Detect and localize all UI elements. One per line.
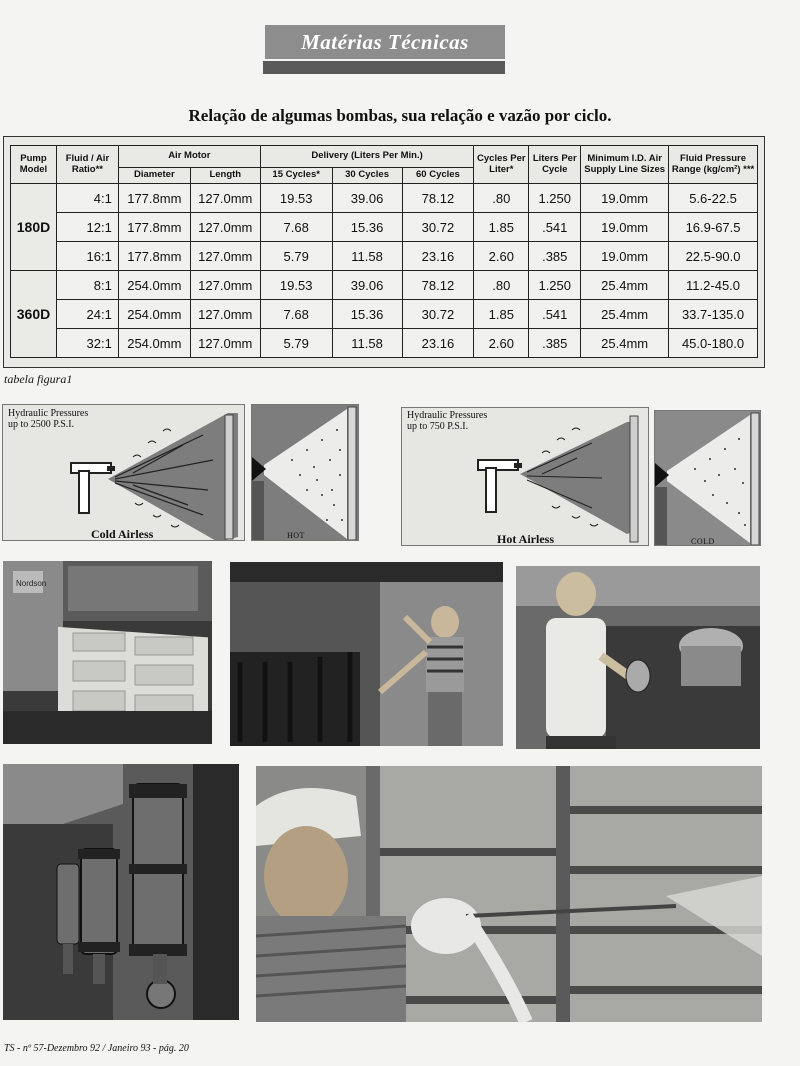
hot-pattern-illustration [252, 405, 359, 541]
lpc-cell: .541 [529, 213, 581, 242]
header-15-cycles: 15 Cycles* [260, 168, 332, 184]
header-ratio: Fluid / Air Ratio** [56, 146, 118, 184]
header-length: Length [190, 168, 260, 184]
length-cell: 127.0mm [190, 271, 260, 300]
paint-booth-illustration [3, 561, 212, 744]
cpl-cell: .80 [474, 271, 529, 300]
length-cell: 127.0mm [190, 184, 260, 213]
c30-cell: 11.58 [332, 329, 402, 358]
diameter-cell: 177.8mm [118, 213, 190, 242]
cpl-cell: 1.85 [474, 300, 529, 329]
photo-paint-booth-door [3, 561, 212, 744]
photo-spraying-shelves [256, 766, 762, 1022]
c60-cell: 30.72 [402, 300, 474, 329]
lpc-cell: .541 [529, 300, 581, 329]
cold-pattern-diagram [654, 410, 761, 546]
nordson-sign: Nordson [16, 579, 47, 588]
c60-cell: 78.12 [402, 271, 474, 300]
header-delivery: Delivery (Liters Per Min.) [260, 146, 474, 168]
photo-hydraulic-pumps [3, 764, 239, 1020]
cpl-cell: 2.60 [474, 329, 529, 358]
length-cell: 127.0mm [190, 242, 260, 271]
diameter-cell: 254.0mm [118, 329, 190, 358]
minid-cell: 19.0mm [581, 242, 669, 271]
header-cycles-per-liter: Cycles Per Liter* [474, 146, 529, 184]
header-pump-model: Pump Model [11, 146, 57, 184]
diameter-cell: 177.8mm [118, 242, 190, 271]
c15-cell: 19.53 [260, 271, 332, 300]
range-cell: 16.9-67.5 [669, 213, 758, 242]
c30-cell: 15.36 [332, 213, 402, 242]
length-cell: 127.0mm [190, 213, 260, 242]
minid-cell: 19.0mm [581, 213, 669, 242]
range-cell: 22.5-90.0 [669, 242, 758, 271]
range-cell: 11.2-45.0 [669, 271, 758, 300]
c60-cell: 23.16 [402, 329, 474, 358]
pump-spec-table [10, 145, 758, 358]
page-title: Relação de algumas bombas, sua relação e vazão por ciclo. [188, 106, 612, 125]
c15-cell: 7.68 [260, 213, 332, 242]
diameter-cell: 254.0mm [118, 300, 190, 329]
cold-airless-diagram [2, 404, 245, 541]
lpc-cell: .385 [529, 242, 581, 271]
ratio-cell: 12:1 [56, 213, 118, 242]
range-cell: 45.0-180.0 [669, 329, 758, 358]
page-footer: TS - nº 57-Dezembro 92 / Janeiro 93 - pág. 20 [4, 1043, 189, 1054]
minid-cell: 25.4mm [581, 329, 669, 358]
ratio-cell: 16:1 [56, 242, 118, 271]
minid-cell: 25.4mm [581, 300, 669, 329]
minid-cell: 25.4mm [581, 271, 669, 300]
cpl-cell: .80 [474, 184, 529, 213]
lpc-cell: 1.250 [529, 184, 581, 213]
c15-cell: 7.68 [260, 300, 332, 329]
c30-cell: 39.06 [332, 271, 402, 300]
c15-cell: 5.79 [260, 329, 332, 358]
c60-cell: 78.12 [402, 184, 474, 213]
spec-table-frame [3, 136, 765, 368]
hot-airless-label: Hot Airless [497, 532, 554, 546]
c30-cell: 11.58 [332, 242, 402, 271]
section-title: Matérias Técnicas [301, 29, 469, 54]
spraying-chairs-illustration [230, 562, 503, 746]
worker-spray-gun-illustration [516, 566, 760, 749]
hot-small-label: HOT [287, 531, 305, 540]
c30-cell: 39.06 [332, 184, 402, 213]
length-cell: 127.0mm [190, 300, 260, 329]
model-cell: 360D [11, 271, 57, 358]
hot-airless-diagram [401, 407, 649, 546]
header-fluid-pressure: Fluid Pressure Range (kg/cm²) *** [669, 146, 758, 184]
c60-cell: 30.72 [402, 213, 474, 242]
table-row [11, 300, 758, 329]
length-cell: 127.0mm [190, 329, 260, 358]
c30-cell: 15.36 [332, 300, 402, 329]
cpl-cell: 1.85 [474, 213, 529, 242]
photo-spraying-chairs [230, 562, 503, 746]
hot-pressure-text: Hydraulic Pressures up to 750 P.S.I. [407, 410, 488, 432]
cpl-cell: 2.60 [474, 242, 529, 271]
section-banner [265, 25, 505, 59]
spraying-shelves-illustration [256, 766, 762, 1022]
header-30-cycles: 30 Cycles [332, 168, 402, 184]
hydraulic-pumps-illustration [3, 764, 239, 1020]
ratio-cell: 32:1 [56, 329, 118, 358]
cold-pattern-illustration [655, 411, 761, 546]
range-cell: 33.7-135.0 [669, 300, 758, 329]
ratio-cell: 8:1 [56, 271, 118, 300]
header-60-cycles: 60 Cycles [402, 168, 474, 184]
table-row [11, 213, 758, 242]
header-min-id: Minimum I.D. Air Supply Line Sizes [581, 146, 669, 184]
banner-underline [263, 61, 505, 74]
header-air-motor: Air Motor [118, 146, 260, 168]
range-cell: 5.6-22.5 [669, 184, 758, 213]
table-caption: tabela figura1 [4, 372, 73, 386]
header-diameter: Diameter [118, 168, 190, 184]
cold-pressure-text: Hydraulic Pressures up to 2500 P.S.I. [8, 408, 89, 430]
diameter-cell: 254.0mm [118, 271, 190, 300]
hot-pattern-diagram [251, 404, 359, 541]
minid-cell: 19.0mm [581, 184, 669, 213]
c60-cell: 23.16 [402, 242, 474, 271]
table-row [11, 242, 758, 271]
table-row [11, 184, 758, 213]
cold-airless-label: Cold Airless [91, 527, 154, 541]
model-cell: 180D [11, 184, 57, 271]
c15-cell: 5.79 [260, 242, 332, 271]
diameter-cell: 177.8mm [118, 184, 190, 213]
lpc-cell: .385 [529, 329, 581, 358]
lpc-cell: 1.250 [529, 271, 581, 300]
photo-worker-spray-gun [516, 566, 760, 749]
header-liters-per-cycle: Liters Per Cycle [529, 146, 581, 184]
c15-cell: 19.53 [260, 184, 332, 213]
ratio-cell: 24:1 [56, 300, 118, 329]
cold-small-label: COLD [691, 537, 715, 546]
table-row [11, 329, 758, 358]
ratio-cell: 4:1 [56, 184, 118, 213]
table-row [11, 271, 758, 300]
